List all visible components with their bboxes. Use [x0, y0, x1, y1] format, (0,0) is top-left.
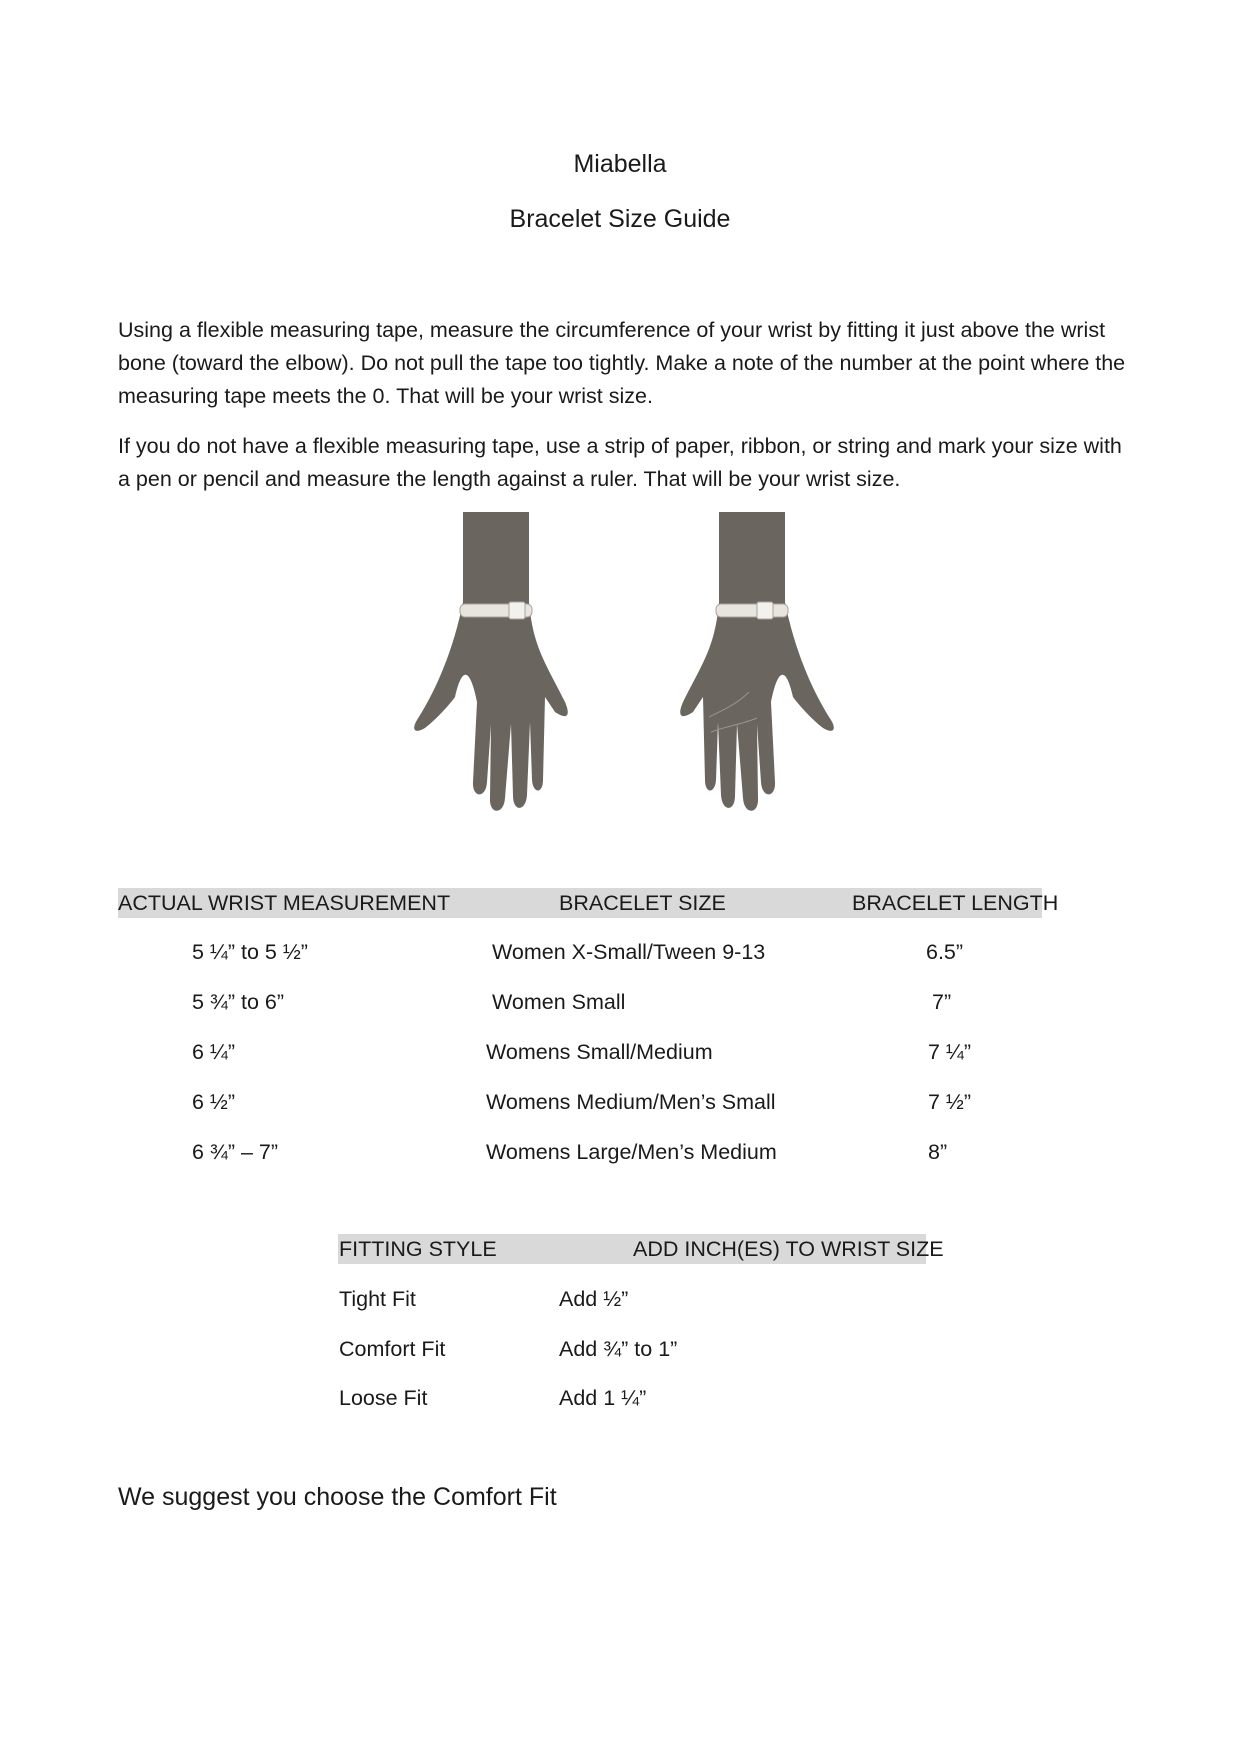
fitting-style-cell: Comfort Fit [339, 1337, 446, 1361]
bracelet-size-cell: Women Small [492, 990, 626, 1014]
bracelet-length-cell: 7” [932, 990, 952, 1014]
page-title: Bracelet Size Guide [509, 205, 731, 233]
bracelet-size-cell: Womens Large/Men’s Medium [486, 1140, 777, 1164]
bracelet-length-cell: 6.5” [926, 940, 964, 964]
fitting-style-cell: Tight Fit [339, 1287, 416, 1311]
bracelet-length-cell: 7 ¼” [928, 1040, 972, 1064]
wrist-measurement-cell: 5 ¾” to 6” [192, 990, 285, 1014]
bracelet-length-cell: 8” [928, 1140, 948, 1164]
header-bracelet-size: BRACELET SIZE [559, 891, 726, 915]
wrist-measurement-cell: 6 ½” [192, 1090, 236, 1114]
header-add-inches: ADD INCH(ES) TO WRIST SIZE [633, 1237, 944, 1261]
right-bracelet-icon [716, 602, 788, 619]
add-inches-cell: Add ¾” to 1” [559, 1337, 678, 1361]
instruction-paragraph-1: Using a flexible measuring tape, measure the circumference of your wrist by fitting it just above the wrist bone (toward the elbow). Do not pull the tape too tightly. Make a note of the number at the point where the measuring tape meets the 0. That will be your wrist size. [118, 318, 1126, 408]
add-inches-cell: Add ½” [559, 1287, 629, 1311]
bracelet-size-cell: Womens Small/Medium [486, 1040, 713, 1064]
header-fitting-style: FITTING STYLE [339, 1237, 497, 1261]
right-hand-icon [680, 512, 834, 811]
brand-name: Miabella [573, 150, 667, 178]
bracelet-size-cell: Womens Medium/Men’s Small [486, 1090, 776, 1114]
fitting-style-cell: Loose Fit [339, 1386, 428, 1410]
recommendation-text: We suggest you choose the Comfort Fit [118, 1483, 557, 1511]
left-bracelet-icon [460, 602, 532, 619]
hands-illustration [405, 512, 837, 828]
wrist-measurement-cell: 5 ¼” to 5 ½” [192, 940, 308, 964]
bracelet-size-cell: Women X-Small/Tween 9-13 [492, 940, 766, 964]
left-hand-icon [414, 512, 568, 811]
header-bracelet-length: BRACELET LENGTH [852, 891, 1059, 915]
wrist-measurement-cell: 6 ¼” [192, 1040, 236, 1064]
header-wrist-measurement: ACTUAL WRIST MEASUREMENT [118, 891, 451, 915]
bracelet-length-cell: 7 ½” [928, 1090, 972, 1114]
add-inches-cell: Add 1 ¼” [559, 1386, 647, 1410]
instruction-paragraph-2: If you do not have a flexible measuring tape, use a strip of paper, ribbon, or string and mark your size with a pen or pencil and measure the length against a ruler. That will be your wrist size. [118, 434, 1122, 491]
wrist-measurement-cell: 6 ¾” – 7” [192, 1140, 279, 1164]
